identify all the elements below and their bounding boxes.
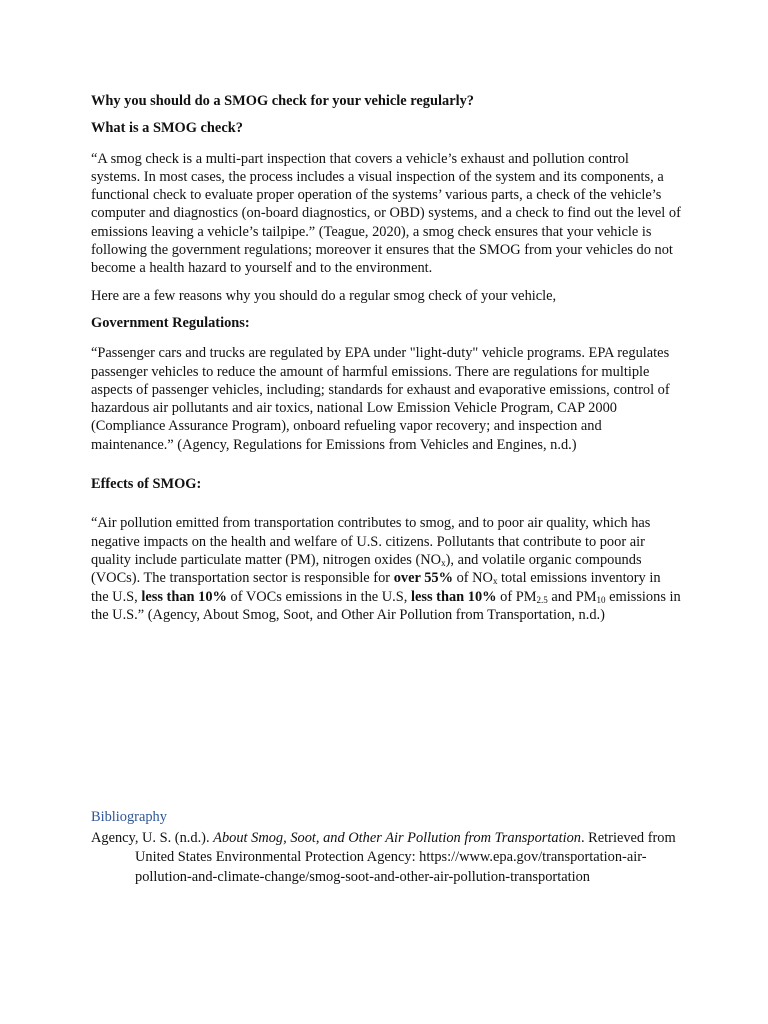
bold-stat-less-than-10-vocs: less than 10% <box>141 588 227 605</box>
paragraph-government-regulations: “Passenger cars and trucks are regulated by EPA under "light-duty" vehicle programs. EPA regulates passenger vehicles to reduce the amount of harmful emissions. There are regulations for multiple aspects of passenger vehicles, including; standards for exhaust and evaporative emissions, control of hazardous air pollutants and air toxics, national Low Emission Vehicle Program, CAP 2000 (Compliance Assurance Program), onboard refueling vapor recovery; and inspection and maintenance.” (Agency, Regulations for Emissions from Vehicles and Engines, n.d.) <box>91 345 670 453</box>
text-fragment: and PM <box>547 588 597 605</box>
text-fragment: emissions in the U.S.” (Agency, About Smog, Soot, and Other Air Pollution from Transportation, n.d.) <box>91 588 681 623</box>
bib-author: Agency, U. S. (n.d.). <box>91 829 214 846</box>
bib-title-italic: About Smog, Soot, and Other Air Pollution from Transportation <box>213 829 581 846</box>
section-heading-effects-of-smog: Effects of SMOG: <box>91 476 202 493</box>
bibliography-entry <box>91 829 681 888</box>
text-fragment: of VOCs emissions in the U.S, <box>226 588 411 605</box>
section-heading-government-regulations: Government Regulations: <box>91 314 250 331</box>
bold-stat-less-than-10-pm: less than 10% <box>410 588 497 605</box>
paragraph-effects-of-smog <box>91 514 681 624</box>
bib-source: . Retrieved from United States Environmental Protection Agency: https://www.epa.gov/transportation-air-pollution-and-climate-change/smog-soot-and-other-air-pollution-transportation <box>135 829 676 885</box>
text-fragment: ), and volatile organic compounds (VOCs). The transportation sector is responsible for <box>91 551 642 587</box>
paragraph-reasons-intro: Here are a few reasons why you should do a regular smog check of your vehicle, <box>91 287 557 304</box>
bibliography-section <box>91 808 681 887</box>
text-fragment: of NO <box>452 570 493 587</box>
text-fragment: total emissions inventory in the U.S, <box>91 570 661 605</box>
bold-stat-over-55: over 55% <box>393 570 453 587</box>
subscript-x: x <box>441 557 446 568</box>
text-fragment: “Air pollution emitted from transportation contributes to smog, and to poor air quality, which has negative impacts on the health and welfare of U.S. citizens. Pollutants that contribute to poor air quality include particulate matter (PM), nitrogen oxides (NO <box>91 515 651 568</box>
document-title: Why you should do a SMOG check for your vehicle regularly? <box>91 93 474 109</box>
subscript-2-5: 2.5 <box>536 594 548 605</box>
section-heading-what-is-smog-check: What is a SMOG check? <box>91 120 243 137</box>
paragraph-smog-check-definition: “A smog check is a multi-part inspection that covers a vehicle’s exhaust and pollution control systems. In most cases, the process includes a visual inspection of the system and its components, a functional check to evaluate proper operation of the systems’ various parts, a check of the vehicle’s computer and diagnostics (on-board diagnostics, or OBD) systems, and a check to find out the level of emissions leaving a vehicle’s tailpipe.” (Teague, 2020), a smog check ensures that your vehicle is following the government regulations; moreover it ensures that the SMOG from your vehicles do not become a health hazard to yourself and to the environment. <box>91 150 681 277</box>
subscript-x: x <box>492 576 498 587</box>
subscript-10: 10 <box>596 594 606 605</box>
text-fragment: of PM <box>496 588 537 605</box>
document-body <box>91 92 681 624</box>
bibliography-heading: Bibliography <box>91 809 167 825</box>
